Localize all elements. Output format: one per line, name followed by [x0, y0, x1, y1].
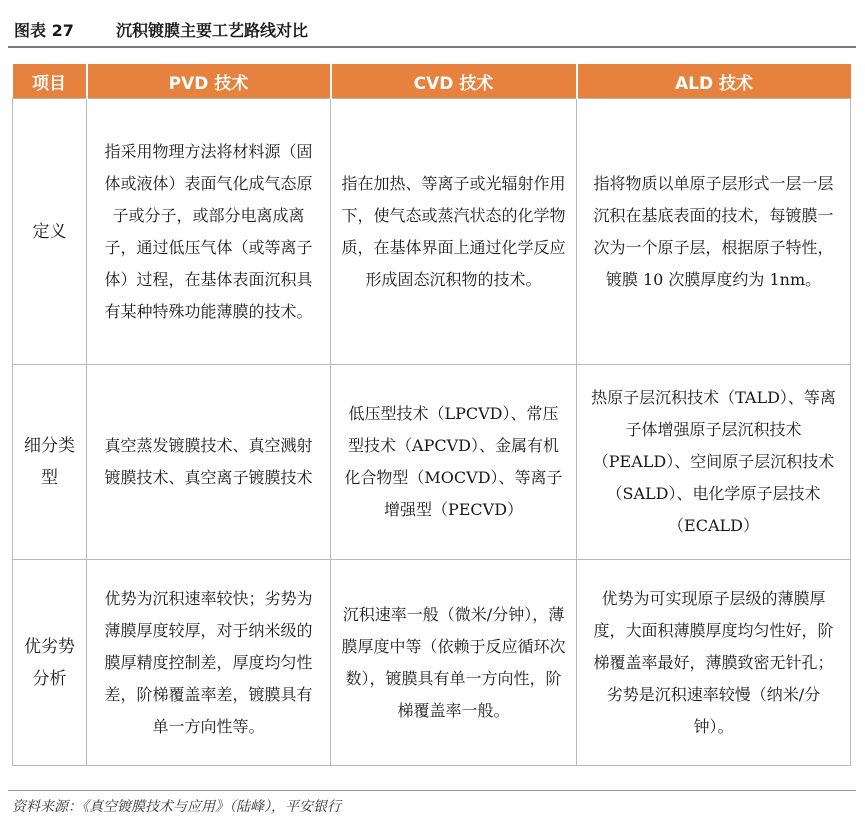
row-label-subtypes: 细分类型: [13, 365, 87, 560]
figure-number: 图表 27: [14, 21, 74, 40]
header-row: [13, 64, 851, 99]
header-ald: ALD 技术: [577, 64, 851, 99]
cell-cvd-pros-cons: 沉积速率一般（微米/分钟），薄膜厚度中等（依赖于反应循环次数），镀膜具有单一方向性，阶梯覆盖率一般。: [331, 560, 577, 766]
figure-title: 沉积镀膜主要工艺路线对比: [116, 21, 309, 40]
header-pvd: PVD 技术: [87, 64, 331, 99]
cell-cvd-definition: 指在加热、等离子或光辐射作用下，使气态或蒸汽状态的化学物质，在基体界面上通过化学反应形成固态沉积物的技术。: [331, 99, 577, 365]
cell-pvd-definition: 指采用物理方法将材料源（固体或液体）表面气化成气态原子或分子，或部分电离成离子，通过低压气体（或等离子体）过程，在基体表面沉积具有某种特殊功能薄膜的技术。: [87, 99, 331, 365]
cell-pvd-pros-cons: 优势为沉积速率较快；劣势为薄膜厚度较厚，对于纳米级的膜厚精度控制差，厚度均匀性差，阶梯覆盖率差，镀膜具有单一方向性等。: [87, 560, 331, 766]
row-subtypes: [13, 365, 851, 560]
cell-ald-pros-cons: 优势为可实现原子层级的薄膜厚度，大面积薄膜厚度均匀性好，阶梯覆盖率最好，薄膜致密无针孔；劣势是沉积速率较慢（纳米/分钟）。: [577, 560, 851, 766]
row-definition: [13, 99, 851, 365]
header-item: 项目: [13, 64, 87, 99]
cell-cvd-subtypes: 低压型技术（LPCVD）、常压型技术（APCVD）、金属有机化合物型（MOCVD）、等离子增强型（PECVD）: [331, 365, 577, 560]
cell-ald-definition: 指将物质以单原子层形式一层一层沉积在基底表面的技术，每镀膜一次为一个原子层，根据原子特性，镀膜 10 次膜厚度约为 1nm。: [577, 99, 851, 365]
figure-title-bar: [8, 14, 858, 40]
row-pros-cons: [13, 560, 851, 766]
row-label-pros-cons: 优劣势分析: [13, 560, 87, 766]
comparison-table: [12, 64, 851, 766]
row-label-definition: 定义: [13, 99, 87, 365]
bottom-rule: [8, 790, 856, 791]
cell-pvd-subtypes: 真空蒸发镀膜技术、真空溅射镀膜技术、真空离子镀膜技术: [87, 365, 331, 560]
header-cvd: CVD 技术: [331, 64, 577, 99]
source-note: 资料来源：《真空镀膜技术与应用》（陆峰），平安银行: [12, 799, 341, 815]
cell-ald-subtypes: 热原子层沉积技术（TALD）、等离子体增强原子层沉积技术（PEALD）、空间原子层沉积技术（SALD）、电化学原子层技术（ECALD）: [577, 365, 851, 560]
top-rule: [8, 46, 856, 48]
